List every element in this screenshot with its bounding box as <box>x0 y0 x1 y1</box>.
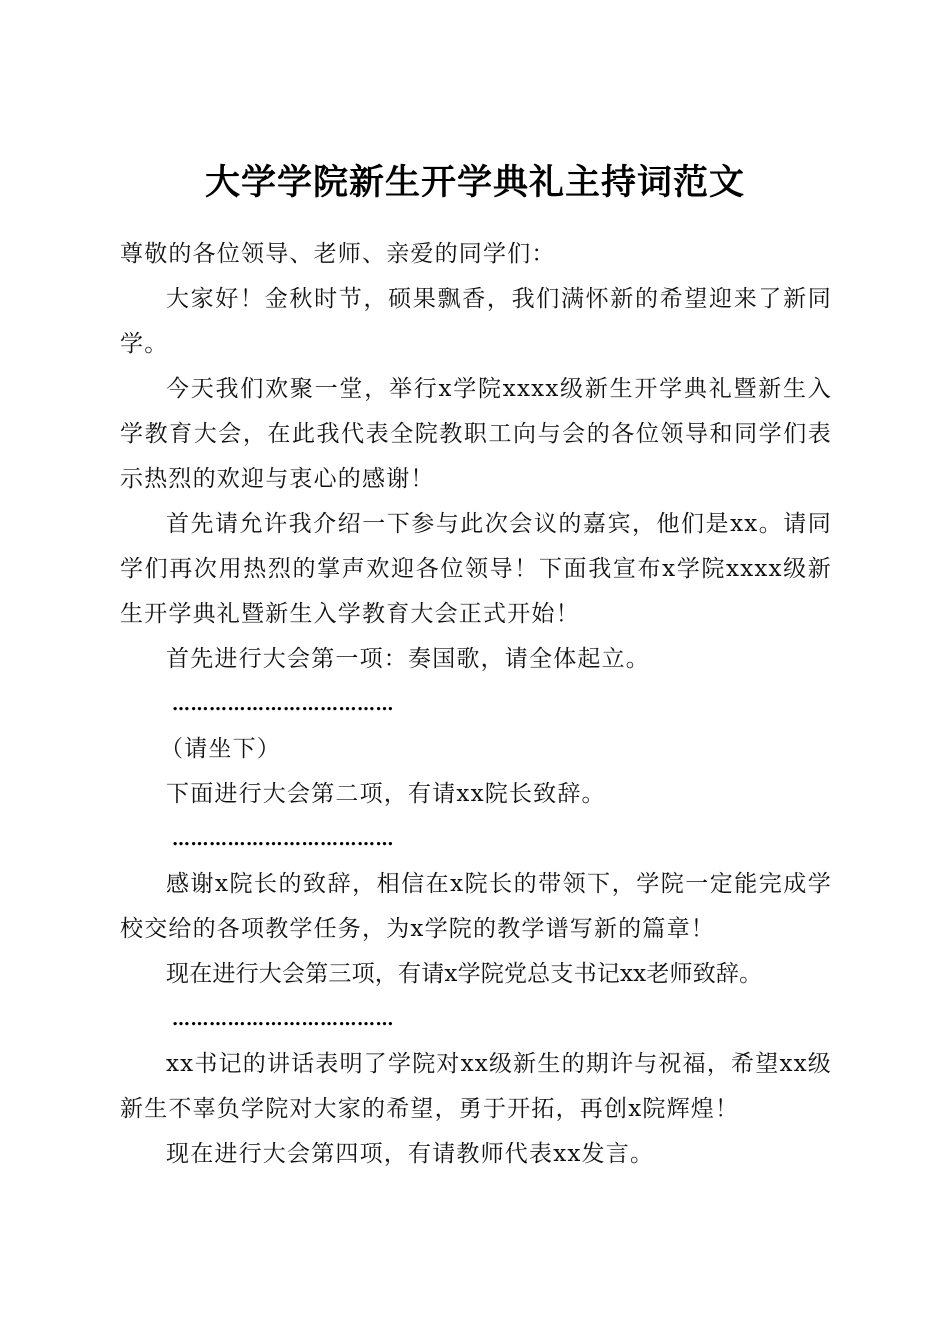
paragraph-secretary-remarks: xx书记的讲话表明了学院对xx级新生的期许与祝福，希望xx级新生不辜负学院对大家的希望，勇于开拓，再创x院辉煌！ <box>120 1051 832 1122</box>
paragraph-item-two: 下面进行大会第二项，有请xx院长致辞。 <box>166 781 606 807</box>
paragraph-thanks-dean: 感谢x院长的致辞，相信在x院长的带领下，学院一定能完成学校交给的各项教学任务，为x学院的教学谱写新的篇章！ <box>120 871 832 942</box>
ellipsis-divider: ……………………………… <box>172 1009 394 1030</box>
paragraph-item-four: 现在进行大会第四项，有请教师代表xx发言。 <box>166 1141 655 1167</box>
paragraph-greeting: 大家好！金秋时节，硕果飘香，我们满怀新的希望迎来了新同学。 <box>120 286 832 357</box>
document-body <box>120 232 832 1177</box>
paragraph-welcome: 今天我们欢聚一堂，举行x学院xxxx级新生开学典礼暨新生入学教育大会，在此我代表全院教职工向与会的各位领导和同学们表示热烈的欢迎与衷心的感谢！ <box>120 376 832 492</box>
paragraph-item-three: 现在进行大会第三项，有请x学院党总支书记xx老师致辞。 <box>166 961 763 987</box>
salutation: 尊敬的各位领导、老师、亲爱的同学们： <box>120 241 556 267</box>
ellipsis-divider: ……………………………… <box>172 829 394 850</box>
document-title: 大学学院新生开学典礼主持词范文 <box>204 162 745 204</box>
paragraph-guests: 首先请允许我介绍一下参与此次会议的嘉宾，他们是xx。请同学们再次用热烈的掌声欢迎各位领导！下面我宣布x学院xxxx级新生开学典礼暨新生入学教育大会正式开始！ <box>120 511 832 627</box>
paragraph-item-one: 首先进行大会第一项：奏国歌，请全体起立。 <box>166 646 650 672</box>
ellipsis-divider: ……………………………… <box>172 694 394 715</box>
sit-down-note: （请坐下） <box>160 736 281 762</box>
